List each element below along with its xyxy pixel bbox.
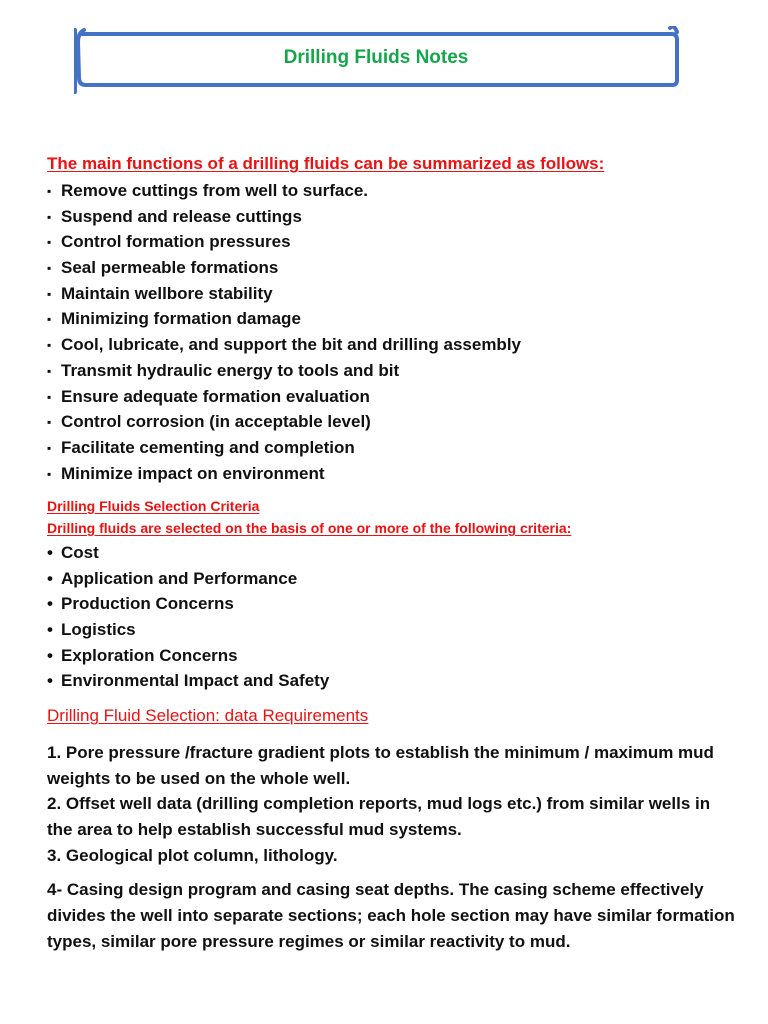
list-item: ▪ Seal permeable formations (47, 258, 279, 278)
square-bullet-icon: ▪ (47, 184, 52, 198)
round-bullet-icon: • (47, 620, 53, 640)
square-bullet-icon: ▪ (47, 338, 52, 353)
square-bullet-icon: ▪ (47, 312, 52, 327)
list-item: ▪ Suspend and release cuttings (47, 206, 302, 226)
round-bullet-icon: • (47, 671, 53, 691)
list-item: ▪ Cool, lubricate, and support the bit and drilling assembly (47, 335, 521, 355)
list-item: • Logistics (47, 620, 136, 640)
round-bullet-icon: • (47, 568, 53, 588)
list-item: • Exploration Concerns (47, 645, 238, 665)
round-bullet-icon: • (47, 594, 53, 614)
requirement-paragraph: 4- Casing design program and casing seat depths. The casing scheme effectively divides the well into separate sections; each hole section may have similar formation types, similar pore pressure regimes or similar reactivity to mud. (47, 880, 735, 951)
list-item: • Cost (47, 543, 99, 562)
round-bullet-icon: • (47, 645, 53, 665)
square-bullet-icon: ▪ (47, 286, 52, 301)
functions-heading: The main functions of a drilling fluids can be summarized as follows: (47, 154, 605, 173)
list-item: ▪ Ensure adequate formation evaluation (47, 386, 370, 406)
list-item: ▪ Minimizing formation damage (47, 309, 301, 329)
requirement-paragraph: 2. Offset well data (drilling completion reports, mud logs etc.) from similar wells in the area to help establish successful mud systems. (47, 794, 711, 839)
functions-list (47, 180, 521, 488)
list-item: • Application and Performance (47, 568, 298, 588)
list-item: ▪ Remove cuttings from well to surface. (47, 181, 369, 200)
document-title: Drilling Fluids Notes (283, 47, 469, 68)
round-bullet-icon: • (47, 543, 53, 562)
requirement-paragraph: 3. Geological plot column, lithology. (47, 846, 338, 865)
list-item: ▪ Facilitate cementing and completion (47, 437, 355, 457)
title-banner (74, 26, 678, 90)
square-bullet-icon: ▪ (47, 235, 52, 250)
square-bullet-icon: ▪ (47, 466, 52, 481)
list-item: • Environmental Impact and Safety (47, 671, 330, 691)
list-item: ▪ Minimize impact on environment (47, 463, 325, 483)
requirement-paragraph: 1. Pore pressure /fracture gradient plots to establish the minimum / maximum mud weights to be used on the whole well. (47, 743, 714, 788)
list-item: • Production Concerns (47, 594, 234, 614)
square-bullet-icon: ▪ (47, 209, 52, 224)
list-item: ▪ Control corrosion (in acceptable level) (47, 412, 371, 432)
list-item: ▪ Control formation pressures (47, 232, 291, 252)
criteria-heading: Drilling Fluids Selection Criteria (47, 498, 260, 514)
list-item: ▪ Maintain wellbore stability (47, 283, 273, 303)
list-item: ▪ Transmit hydraulic energy to tools and bit (47, 360, 400, 380)
square-bullet-icon: ▪ (47, 415, 52, 430)
square-bullet-icon: ▪ (47, 440, 52, 455)
square-bullet-icon: ▪ (47, 363, 52, 378)
requirements-heading: Drilling Fluid Selection: data Requirements (47, 706, 369, 725)
criteria-subheading: Drilling fluids are selected on the basis of one or more of the following criteria: (47, 520, 572, 536)
criteria-list (47, 542, 329, 696)
square-bullet-icon: ▪ (47, 389, 52, 404)
square-bullet-icon: ▪ (47, 261, 52, 276)
